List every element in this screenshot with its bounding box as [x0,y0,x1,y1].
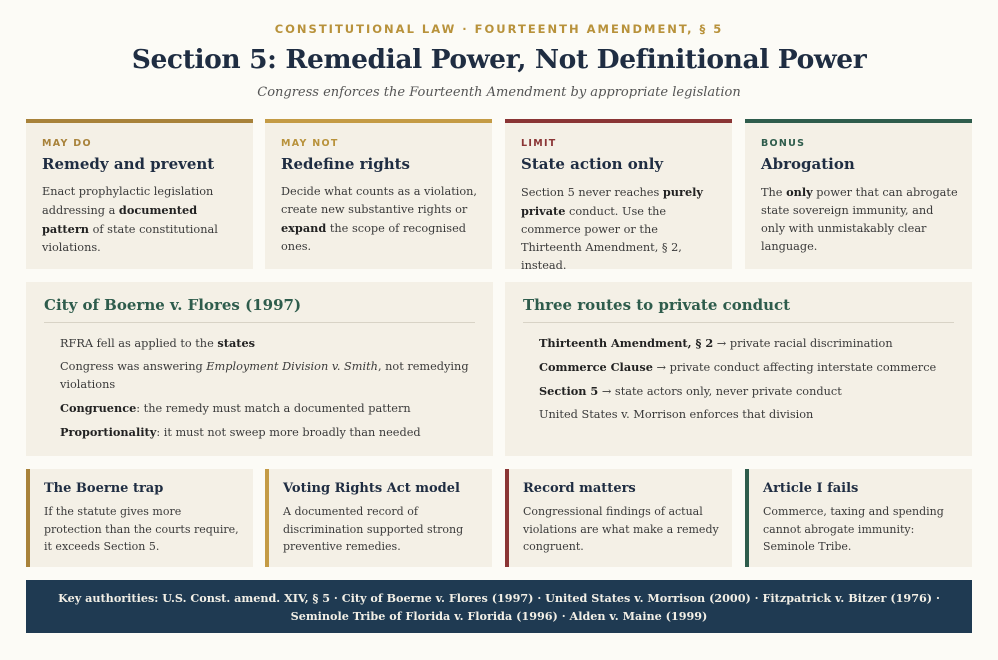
eyebrow-label: CONSTITUTIONAL LAW · FOURTEENTH AMENDMENT, § 5 [274,22,724,36]
note-boerne-trap [26,469,253,567]
note-title: Voting Rights Act model [283,481,460,496]
card-may-not [265,119,492,269]
note-body: A documented record of discrimination supported strong preventive remedies. [283,505,464,553]
card-tag: MAY DO [42,138,92,149]
boerne-panel [26,282,493,456]
note-title: The Boerne trap [44,481,164,496]
card-may-do [26,119,253,269]
card-limit [505,119,732,272]
routes-panel [505,282,972,456]
note-body: If the statute gives more protection than the courts require, it exceeds Section 5. [44,505,239,553]
card-body: Decide what counts as a violation, create new substantive rights or expand the scope of recognised ones. [281,185,478,253]
card-body: The only power that can abrogate state sovereign immunity, and only with unmistakably clear language. [761,185,958,253]
note-voting-rights [265,469,492,567]
list-item: Commerce Clause → private conduct affecting interstate commerce [539,360,937,374]
card-tag: MAY NOT [281,138,339,149]
note-body: Commerce, taxing and spending cannot abrogate immunity: Seminole Tribe. [763,505,944,553]
card-body: Section 5 never reaches purely private conduct. Use the commerce power or the Thirteenth Amendment, § 2, instead. [521,185,703,272]
card-title: Remedy and prevent [42,155,215,173]
list-item: Section 5 → state actors only, never private conduct [539,384,842,398]
page-subtitle: Congress enforces the Fourteenth Amendment by appropriate legislation [257,85,741,100]
card-tag: LIMIT [521,138,557,149]
card-title: Abrogation [761,155,855,173]
list-item: RFRA fell as applied to the states [60,336,256,350]
card-title: State action only [521,155,664,173]
card-title: Redefine rights [281,155,410,173]
card-bonus [745,119,972,269]
note-title: Record matters [523,481,636,496]
note-title: Article I fails [763,481,859,496]
list-item: Congress was answering Employment Division v. Smith, not remedying violations [60,360,469,391]
list-item: Thirteenth Amendment, § 2 → private racial discrimination [539,336,893,350]
card-tag: BONUS [761,138,806,149]
footer-authorities: Key authorities: U.S. Const. amend. XIV, § 5 · City of Boerne v. Flores (1997) · United States v. Morrison (2000) · Fitzpatrick v. Bitzer (1976) · Seminole Tribe of Florida v. Florida (1996) · Alden v. Maine (1999) [26,580,972,633]
panel-title: Three routes to private conduct [523,296,954,323]
page-title: Section 5: Remedial Power, Not Definitional Power [131,44,867,75]
list-item: Congruence: the remedy must match a documented pattern [60,401,411,415]
list-item: United States v. Morrison enforces that division [539,408,814,421]
list-item: Proportionality: it must not sweep more broadly than needed [60,425,421,439]
note-record-matters [505,469,732,567]
card-body: Enact prophylactic legislation addressing a documented pattern of state constitutional violations. [42,185,218,254]
note-body: Congressional findings of actual violations are what make a remedy congruent. [523,505,719,553]
note-article-one [745,469,972,567]
panel-title: City of Boerne v. Flores (1997) [44,296,475,323]
